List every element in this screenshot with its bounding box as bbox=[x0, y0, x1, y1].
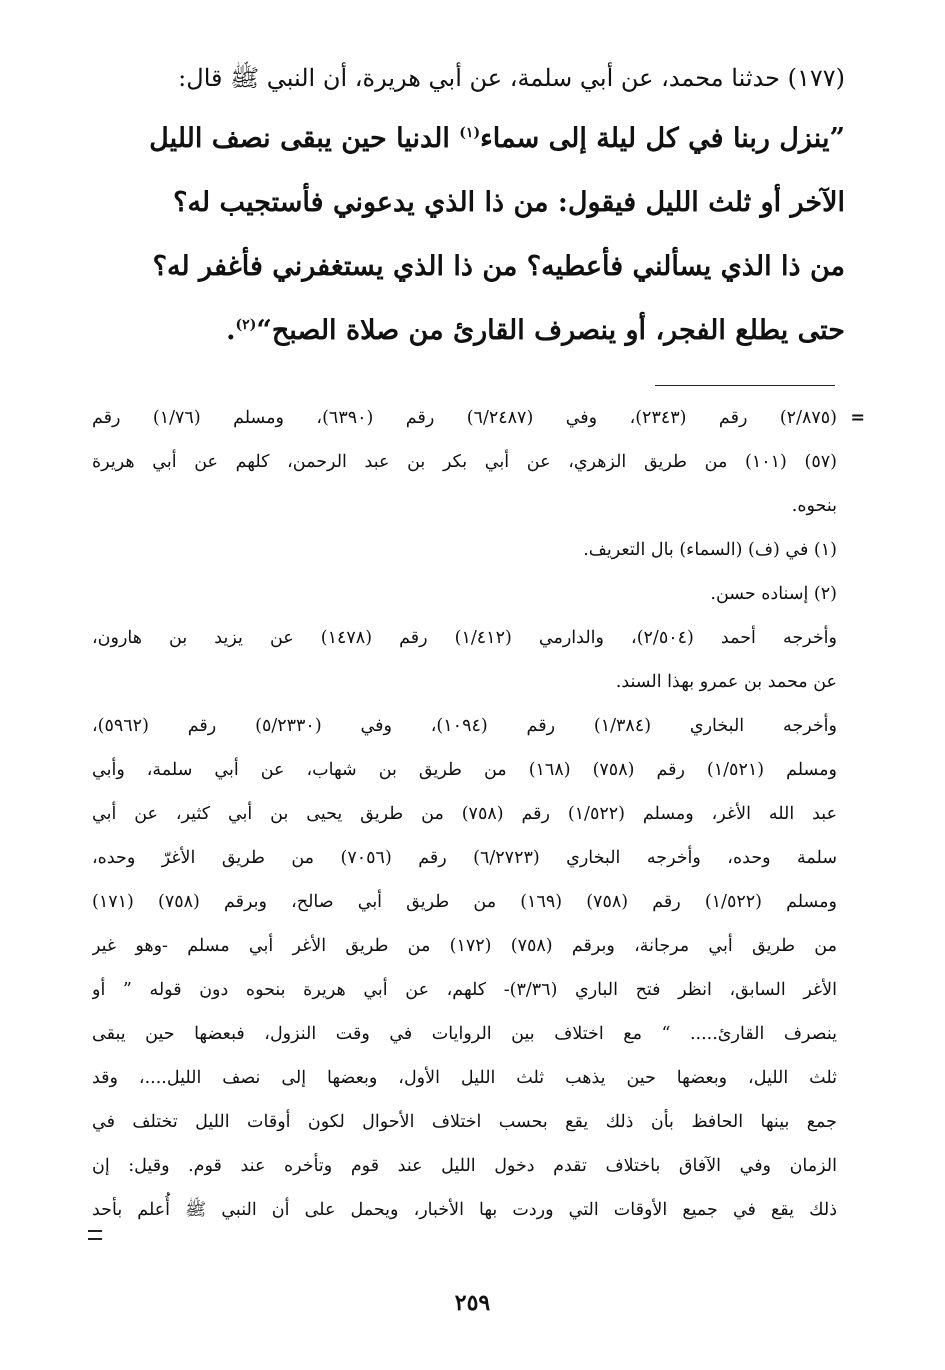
footnote-line: ذلك يقع في جميع الأوقات التي وردت بها الأخبار، ويحمل على أن النبي ﷺ أُعلم بأحد bbox=[92, 1200, 837, 1220]
footnote-line: بنحوه. bbox=[791, 496, 837, 516]
footnote-line: الأغر السابق، انظر فتح الباري (٣/٣٦)- كلهم، عن أبي هريرة بنحوه دون قوله ” أو bbox=[92, 980, 837, 1000]
hadith-isnad-line: (١٧٧) حدثنا محمد، عن أبي سلمة، عن أبي هريرة، أن النبي ﷺ قال: bbox=[178, 64, 845, 92]
footnote-line: ومسلم (١/٥٢١) رقم (٧٥٨) (١٦٨) من طريق بن شهاب، عن أبي سلمة، وأبي bbox=[92, 760, 837, 780]
footnote-line: وأخرجه أحمد (٢/٥٠٤)، والدارمي (١/٤١٢) رقم (١٤٧٨) عن يزيد بن هارون، bbox=[92, 628, 837, 648]
hadith-text bbox=[80, 58, 845, 370]
footnote-2-head: (٢) إسناده حسن. bbox=[710, 584, 837, 604]
footnote-line: من طريق أبي مرجانة، وبرقم (٧٥٨) (١٧٢) من طريق الأغر أبي مسلم -وهو غير bbox=[92, 936, 837, 956]
hadith-matn-line-2: الآخر أو ثلث الليل فيقول: من ذا الذي يدعوني فأستجيب له؟ bbox=[173, 187, 845, 218]
footnote-line: ومسلم (١/٥٢٢) رقم (٧٥٨) (١٦٩) من طريق أبي صالح، وبرقم (٧٥٨) (١٧١) bbox=[92, 892, 837, 912]
continued-next-page-mark bbox=[88, 1230, 102, 1240]
matn-part-a: ”ينزل ربنا في كل ليلة إلى سماء bbox=[480, 123, 845, 154]
footnote-ref-2: (٢) bbox=[235, 317, 257, 333]
footnote-separator bbox=[655, 385, 835, 386]
hadith-matn-line-3: من ذا الذي يسألني فأعطيه؟ من ذا الذي يستغفرني فأغفر له؟ bbox=[152, 251, 845, 282]
continuation-mark: = bbox=[850, 408, 865, 428]
footnote-ref-1: (١) bbox=[459, 125, 481, 141]
footnote-1: (١) في (ف) (السماء) بال التعريف. bbox=[583, 540, 837, 560]
footnote-line: سلمة وحده، وأخرجه البخاري (٦/٢٧٢٣) رقم (٧٠٥٦) من طريق الأغرّ وحده، bbox=[92, 848, 837, 868]
footnote-continued bbox=[92, 396, 865, 528]
footnotes bbox=[92, 396, 865, 1232]
footnote-line: عبد الله الأغر، ومسلم (١/٥٢٢) رقم (٧٥٨) من طريق يحيى بن أبي كثير، عن أبي bbox=[92, 804, 837, 824]
footnote-line: (٢/٨٧٥) رقم (٢٣٤٣)، وفي (٦/٢٤٨٧) رقم (٦٣٩٠)، ومسلم (١/٧٦) رقم bbox=[92, 408, 837, 428]
matn-period: . bbox=[226, 315, 236, 346]
footnote-line: الزمان وفي الآفاق باختلاف تقدم دخول الليل عند قوم وتأخره عند قوم. وقيل: إن bbox=[92, 1156, 837, 1176]
footnote-line: ثلث الليل، وبعضها حين يذهب ثلث الليل الأول، وبعضها إلى نصف الليل....، وقد bbox=[92, 1068, 837, 1088]
hadith-matn-line-4 bbox=[80, 306, 845, 356]
hadith-matn-line-1 bbox=[80, 114, 845, 164]
matn-part-b: الدنيا حين يبقى نصف الليل bbox=[149, 123, 460, 154]
footnote-line: وأخرجه البخاري (١/٣٨٤) رقم (١٠٩٤)، وفي (٥/٢٣٣٠) رقم (٥٩٦٢)، bbox=[92, 716, 837, 736]
footnote-line: جمع بينها الحافظ بأن ذلك يقع بحسب اختلاف الأحوال لكون أوقات الليل تختلف في bbox=[92, 1112, 837, 1132]
footnote-line: ينصرف القارئ..... “ مع اختلاف بين الروايات في وقت النزول، فبعضها حين يبقى bbox=[92, 1024, 837, 1044]
footnote-line: (٥٧) (١٠١) من طريق الزهري، عن أبي بكر بن عبد الرحمن، كلهم عن أبي هريرة bbox=[92, 452, 837, 472]
footnote-line: عن محمد بن عمرو بهذا السند. bbox=[615, 672, 837, 692]
page-number: ٢٥٩ bbox=[454, 1290, 491, 1316]
matn-part-c: حتى يطلع الفجر، أو ينصرف القارئ من صلاة الصبح“ bbox=[256, 315, 845, 346]
